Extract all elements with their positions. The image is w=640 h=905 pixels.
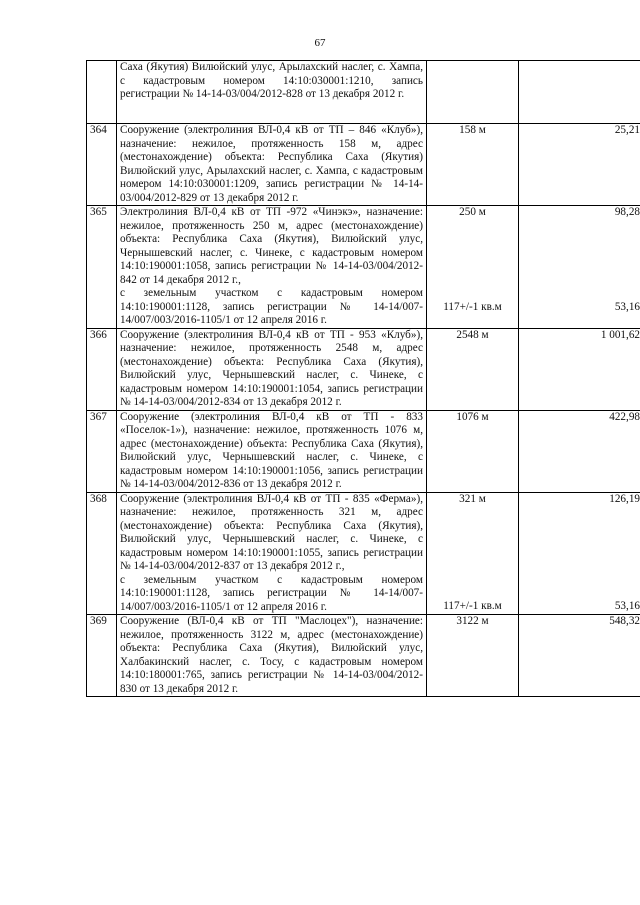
object-length: 2548 м [427, 328, 519, 410]
table-row [87, 206, 640, 329]
row-number: 365 [87, 206, 117, 329]
object-value [519, 492, 640, 615]
table-row [87, 615, 640, 697]
table-row [87, 328, 640, 410]
row-number: 367 [87, 410, 117, 492]
table-row [87, 124, 640, 206]
structure-value: 98,28 [614, 206, 640, 218]
table-row [87, 492, 640, 615]
page-number: 67 [314, 37, 326, 49]
land-plot-area: 117+/-1 кв.м [443, 600, 502, 612]
object-length: 3122 м [427, 615, 519, 697]
object-length: 1076 м [427, 410, 519, 492]
land-plot-value: 53,16 [614, 600, 640, 612]
object-length [427, 61, 519, 124]
property-registry-table [86, 60, 640, 697]
structure-length: 250 м [459, 206, 486, 218]
object-value [519, 206, 640, 329]
object-value: 422,98 [519, 410, 640, 492]
object-value: 1 001,62 [519, 328, 640, 410]
structure-description: Электролиния ВЛ-0,4 кВ от ТП -972 «Чинэкэ», назначение: нежилое, протяженность 250 м, адрес (местонахождение) объекта: Республика Саха (Якутия), Вилюйский улус, Чернышевский наслег, с. Чинеке, с кадастровым номером 14:10:190001:1058, запись регистрации № 14-14-03/004/2012-842 от 14 декабря 2012 г., [120, 206, 423, 286]
object-value: 25,21 [519, 124, 640, 206]
row-number: 369 [87, 615, 117, 697]
row-number: 364 [87, 124, 117, 206]
land-plot-description: с земельным участком с кадастровым номером 14:10:190001:1128, запись регистрации № 14-14/007-14/007/003/2016-1105/1 от 12 апреля 2016 г. [120, 573, 423, 613]
object-value [519, 61, 640, 124]
structure-value: 126,19 [609, 492, 640, 505]
object-length: 158 м [427, 124, 519, 206]
object-description: Сооружение (электролиния ВЛ-0,4 кВ от ТП - 953 «Клуб»), назначение: нежилое, протяженность 2548 м, адрес (местонахождение) объекта: Республика Саха (Якутия), Вилюйский улус, Чернышевский наслег, с. Чинеке, с кадастровым номером 14:10:190001:1054, запись регистрации № 14-14-03/004/2012-834 от 13 декабря 2012 г. [117, 328, 427, 410]
object-length [427, 492, 519, 615]
land-plot-description: с земельным участком с кадастровым номером 14:10:190001:1128, запись регистрации № 14-14/007-14/007/003/2016-1105/1 от 12 апреля 2016 г. [120, 287, 423, 326]
object-description: Сооружение (электролиния ВЛ-0,4 кВ от ТП - 833 «Поселок-1»), назначение: нежилое, протяженность 1076 м, адрес (местонахождение) объекта: Республика Саха (Якутия), Вилюйский улус, Чернышевский наслег, с. Чинеке, с кадастровым номером 14:10:190001:1056, запись регистрации № 14-14-03/004/2012-836 от 13 декабря 2012 г. [117, 410, 427, 492]
object-description: Сооружение (электролиния ВЛ-0,4 кВ от ТП – 846 «Клуб»), назначение: нежилое, протяженность 158 м, адрес (местонахождение) объекта: Республика Саха (Якутия) Вилюйский улус, Арылахский наслег, с. Хампа, с кадастровым номером 14:10:030001:1209, запись регистрации № 14-14-03/004/2012-829 от 13 декабря 2012 г. [117, 124, 427, 206]
table-row [87, 61, 640, 124]
structure-length: 321 м [459, 492, 486, 505]
row-number: 368 [87, 492, 117, 615]
object-description: Саха (Якутия) Вилюйский улус, Арылахский наслег, с. Хампа, с кадастровым номером 14:10:030001:1210, запись регистрации № 14-14-03/004/2012-828 от 13 декабря 2012 г. [117, 61, 427, 124]
object-description [117, 492, 427, 615]
land-plot-area: 117+/-1 кв.м [443, 300, 502, 313]
object-length [427, 206, 519, 329]
row-number [87, 61, 117, 124]
table-row [87, 410, 640, 492]
object-description [117, 206, 427, 329]
land-plot-value: 53,16 [614, 300, 640, 313]
object-description: Сооружение (ВЛ-0,4 кВ от ТП "Маслоцех"), назначение: нежилое, протяженность 3122 м, адрес (местонахождение) объекта: Республика Саха (Якутия), Вилюйский улус, Халбакинский наслег, с. Тосу, с кадастровым номером 14:10:180001:765, запись регистрации № 14-14-03/004/2012-830 от 13 декабря 2012 г. [117, 615, 427, 697]
structure-description: Сооружение (электролиния ВЛ-0,4 кВ от ТП - 835 «Ферма»), назначение: нежилое, протяженность 321 м, адрес (местонахождение) объекта: Республика Саха (Якутия), Вилюйский улус, Чернышевский наслег, с. Чинеке, с кадастровым номером 14:10:190001:1055, запись регистрации № 14-14-03/004/2012-837 от 13 декабря 2012 г., [120, 492, 423, 572]
object-value: 548,32 [519, 615, 640, 697]
row-number: 366 [87, 328, 117, 410]
